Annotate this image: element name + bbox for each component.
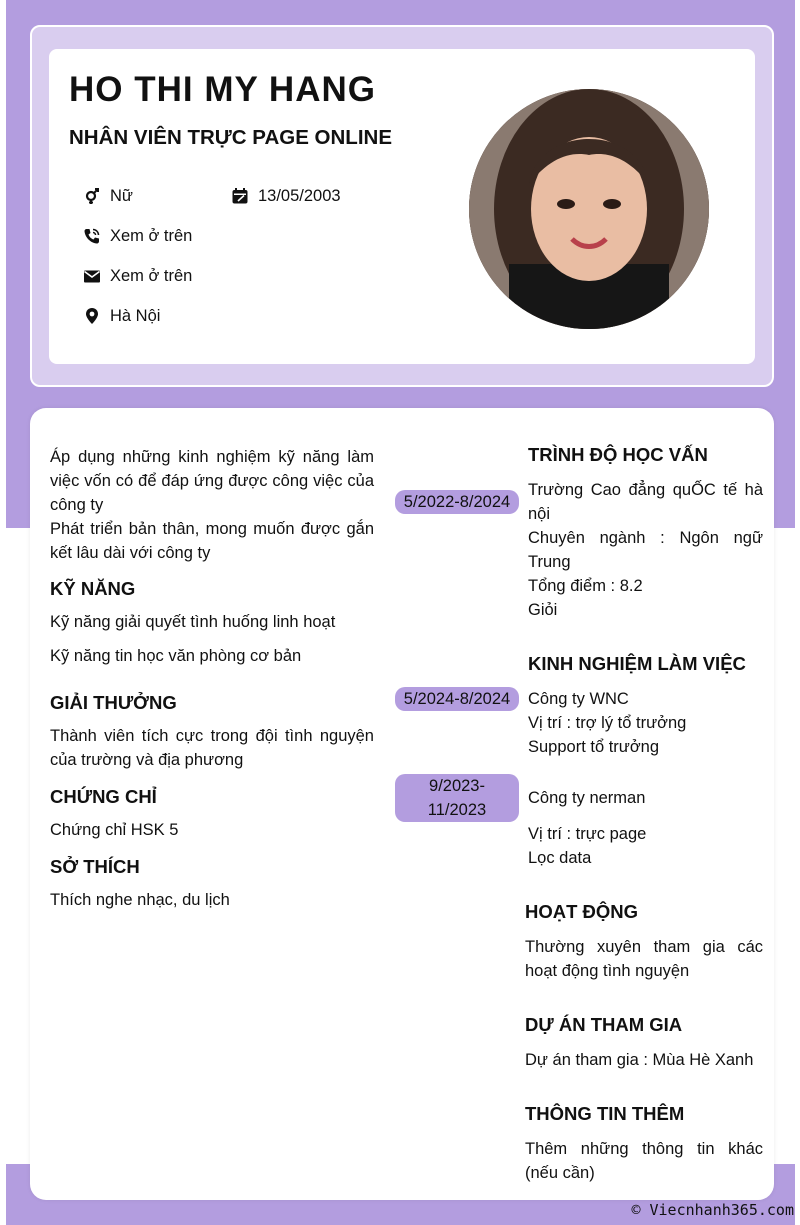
experience-date-badge-1: 5/2024-8/2024 [395,687,519,711]
birthdate-value: 13/05/2003 [258,186,341,205]
hobbies-text: Thích nghe nhạc, du lịch [50,891,230,909]
experience-date-badge-2 [395,774,519,822]
profile-photo [469,89,709,329]
calendar-icon [230,186,250,206]
phone-icon [82,226,102,246]
job-detail: Support tổ trưởng [528,738,660,756]
education-rank: Giỏi [528,601,558,619]
job-company: Công ty WNC [528,690,629,708]
activities-heading: HOẠT ĐỘNG [525,901,639,922]
email-row [82,266,192,286]
skill-item: Kỹ năng tin học văn phòng cơ bản [50,647,302,665]
address-value: Hà Nội [110,306,161,325]
extra-info-text: Thêm những thông tin khác (nếu cần) [525,1140,763,1182]
extra-info-heading: THÔNG TIN THÊM [525,1103,685,1124]
experience-date-end: 11/2023 [427,801,487,819]
projects-text: Dự án tham gia : Mùa Hè Xanh [525,1051,754,1069]
copyright-footer: © Viecnhanh365.com [631,1201,794,1219]
phone-value: Xem ở trên [110,226,193,245]
gender-row [82,186,133,206]
job-detail: Lọc data [528,849,592,867]
experience-heading: KINH NGHIỆM LÀM VIỆC [528,653,746,674]
email-icon [82,266,102,286]
education-date-badge: 5/2022-8/2024 [395,490,519,514]
certificates-heading: CHỨNG CHỈ [50,786,157,807]
gender-value: Nữ [110,186,133,205]
skill-item: Kỹ năng giải quyết tình huống linh hoạt [50,613,336,631]
birthdate-row [230,186,341,206]
activities-text: Thường xuyên tham gia các hoạt động tình nguyện [525,938,763,980]
job-position: Vị trí : trợ lý tổ trưởng [528,714,687,732]
email-value: Xem ở trên [110,266,193,285]
objective-text-1: Áp dụng những kinh nghiệm kỹ năng làm việc vốn có để đáp ứng được công việc của công ty [50,448,374,514]
candidate-name: HO THI MY HANG [69,70,376,109]
education-school: Trường Cao đẳng quỐC tế hà nội [528,481,763,523]
education-major: Chuyên ngành : Ngôn ngữ Trung [528,529,763,571]
experience-date-start: 9/2023- [429,777,485,795]
location-icon [82,306,102,326]
education-heading: TRÌNH ĐỘ HỌC VẤN [528,444,708,465]
education-score: Tổng điểm : 8.2 [528,577,643,595]
job-company: Công ty nerman [528,789,646,807]
gender-icon [82,186,102,206]
awards-text: Thành viên tích cực trong đội tình nguyện của trường và địa phương [50,727,374,769]
job-position: Vị trí : trực page [528,825,647,843]
skills-heading: KỸ NĂNG [50,578,136,599]
awards-heading: GIẢI THƯỞNG [50,692,177,713]
address-row [82,306,160,326]
objective-text-2: Phát triển bản thân, mong muốn được gắn kết lâu dài với công ty [50,520,374,562]
job-title: NHÂN VIÊN TRỰC PAGE ONLINE [69,126,393,149]
hobbies-heading: SỞ THÍCH [50,856,140,877]
certificates-text: Chứng chỉ HSK 5 [50,821,179,839]
projects-heading: DỰ ÁN THAM GIA [525,1014,683,1035]
phone-row [82,226,192,246]
